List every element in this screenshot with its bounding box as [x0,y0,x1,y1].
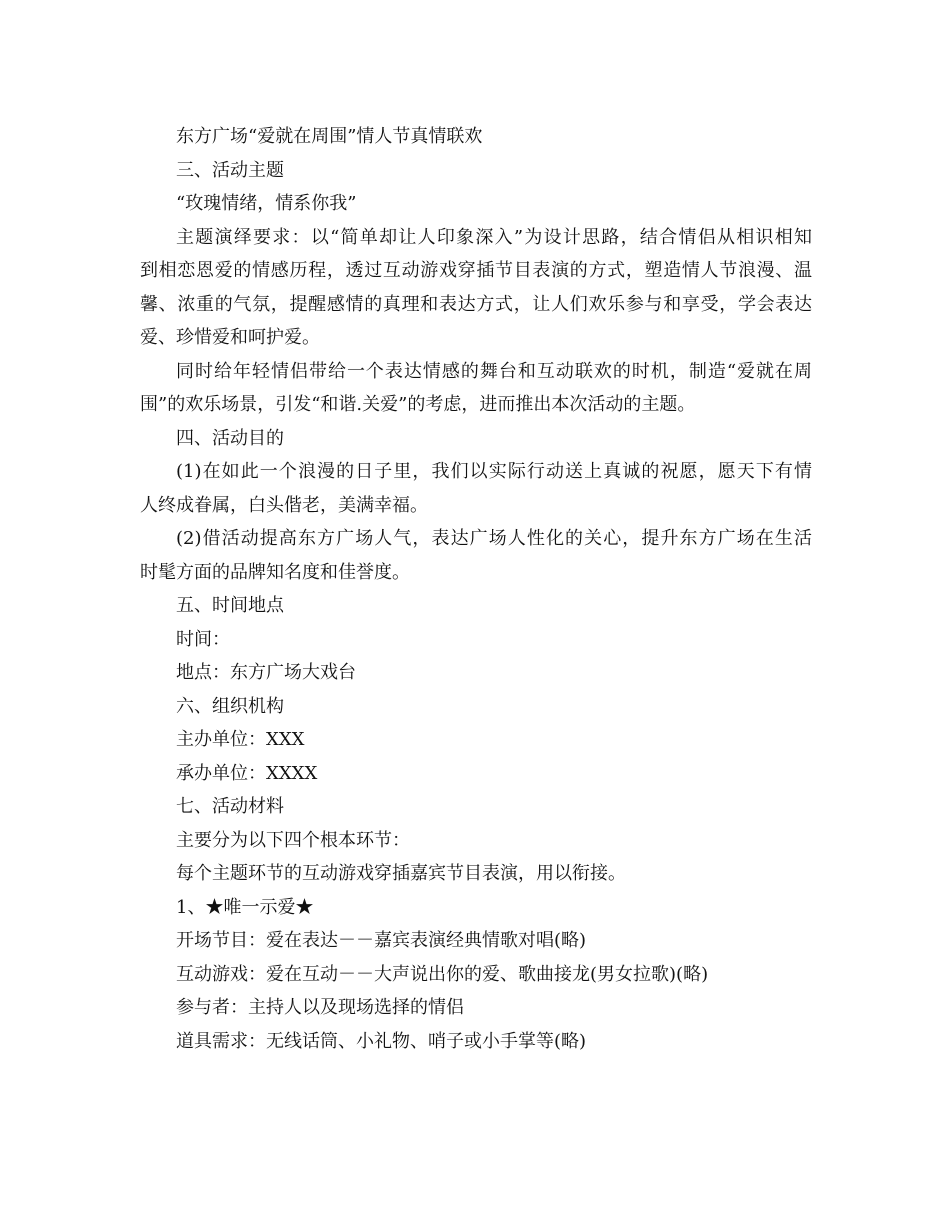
text-line: 主题演绎要求：以“简单却让人印象深入”为设计思路，结合情侣从相识相知 [176,226,812,248]
text-line: 六、组织机构 [176,695,284,717]
text-line: 开场节目：爱在表达－－嘉宾表演经典情歌对唱(略) [176,930,587,951]
text-line: 三、活动主题 [176,159,284,181]
text-line: 地点：东方广场大戏台 [176,662,356,683]
text-line: 时间： [176,628,230,650]
text-line: 东方广场“爱就在周围”情人节真情联欢 [176,126,483,147]
text-line: 互动游戏：爱在互动－－大声说出你的爱、歌曲接龙(男女拉歌)(略) [176,963,709,985]
text-line: 道具需求：无线话筒、小礼物、哨子或小手掌等(略) [176,1030,587,1052]
text-line: 馨、浓重的气氛，提醒感情的真理和表达方式，让人们欢乐参与和享受，学会表达 [140,293,812,315]
text-line: 承办单位：XXXX [176,762,318,784]
document-body [140,120,812,1058]
text-line: (1)在如此一个浪漫的日子里，我们以实际行动送上真诚的祝愿，愿天下有情 [176,461,812,482]
text-line: 主办单位：XXX [176,729,305,750]
text-line: 参与者：主持人以及现场选择的情侣 [176,997,464,1018]
text-line: 每个主题环节的互动游戏穿插嘉宾节目表演，用以衔接。 [176,863,626,884]
text-line: 五、时间地点 [176,595,284,616]
text-line: 爱、珍惜爱和呵护爱。 [140,327,320,348]
text-line: 同时给年轻情侣带给一个表达情感的舞台和互动联欢的时机，制造“爱就在周 [176,360,812,382]
text-line: 时髦方面的品牌知名度和佳誉度。 [140,561,410,583]
text-line: 四、活动目的 [176,427,284,449]
text-line: 到相恋恩爱的情感历程，透过互动游戏穿插节目表演的方式，塑造情人节浪漫、温 [140,260,812,281]
text-line: “玫瑰情绪，情系你我” [176,193,357,214]
text-line: 主要分为以下四个根本环节： [176,829,410,851]
text-line: 七、活动材料 [176,796,284,817]
text-line: (2)借活动提高东方广场人气，表达广场人性化的关心，提升东方广场在生活 [176,528,812,549]
text-line: 围”的欢乐场景，引发“和谐.关爱”的考虑，进而推出本次活动的主题。 [140,394,696,415]
text-line: 人终成眷属，白头偕老，美满幸福。 [140,494,428,516]
text-line: 1、★唯一示爱★ [176,896,314,918]
